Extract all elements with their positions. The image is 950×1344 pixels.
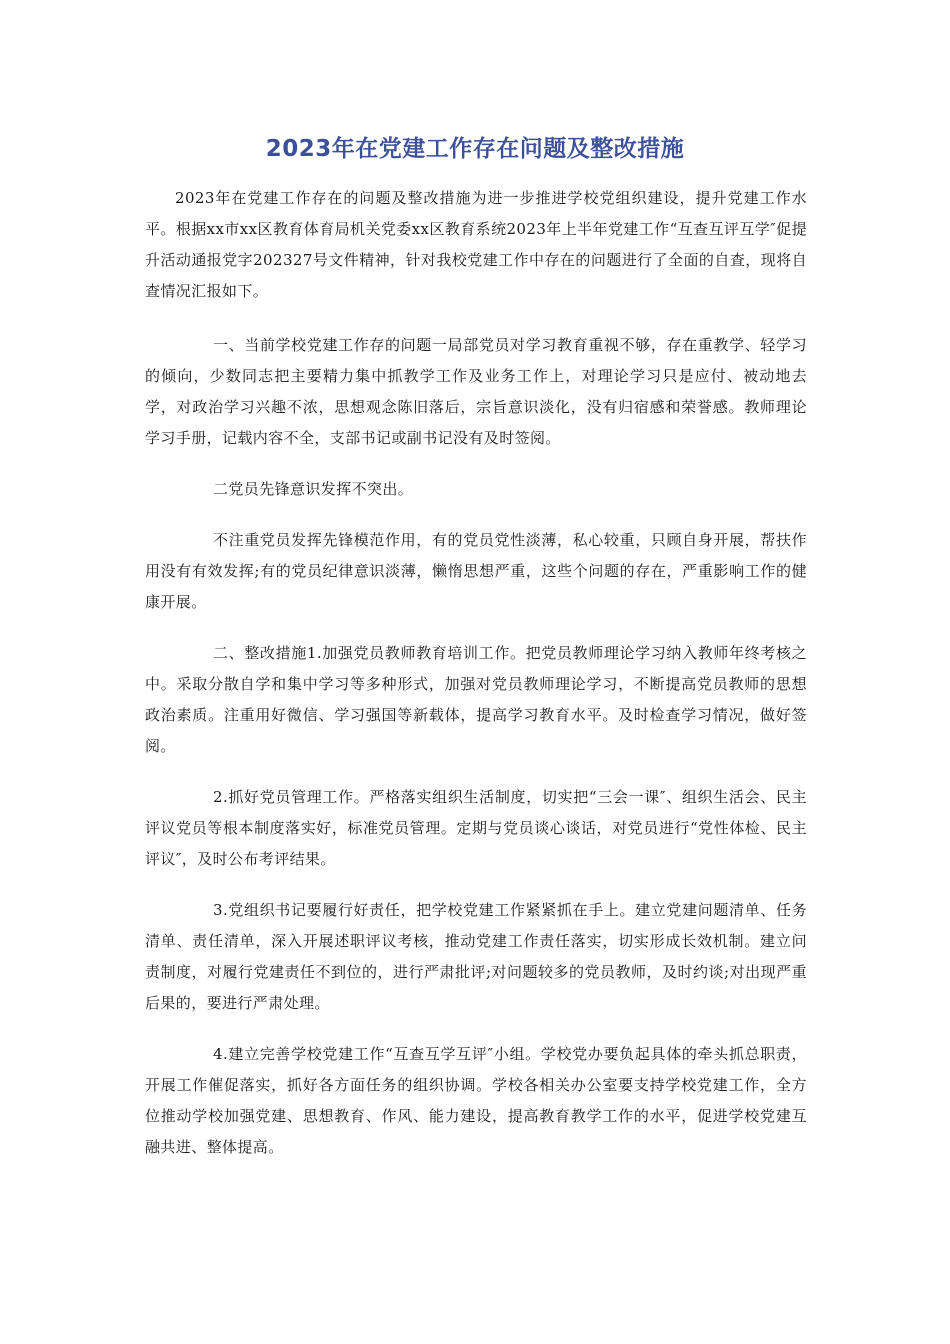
paragraph-measures-1: 二、整改措施1.加强党员教师教育培训工作。把党员教师理论学习纳入教师年终考核之中。采取分散自学和集中学习等多种形式，加强对党员教师理论学习，不断提高党员教师的思想政治素质。注重用好微信、学习强国等新载体，提高学习教育水平。及时检查学习情况，做好签阅。 bbox=[145, 644, 807, 755]
paragraph-subheading: 二党员先锋意识发挥不突出。 bbox=[213, 480, 414, 498]
paragraph-vanguard: 不注重党员发挥先锋模范作用，有的党员党性淡薄，私心较重，只顾自身开展，帮扶作用没有有效发挥;有的党员纪律意识淡薄，懒惰思想严重，这些个问题的存在，严重影响工作的健康开展。 bbox=[145, 531, 807, 611]
paragraph-problems: 一、当前学校党建工作存的问题一局部党员对学习教育重视不够，存在重教学、轻学习的倾向，少数同志把主要精力集中抓教学工作及业务工作上，对理论学习只是应付、被动地去学，对政治学习兴趣不浓，思想观念陈旧落后，宗旨意识淡化，没有归宿感和荣誉感。教师理论学习手册，记载内容不全，支部书记或副书记没有及时签阅。 bbox=[145, 336, 807, 447]
paragraph-measures-2: 2.抓好党员管理工作。严格落实组织生活制度，切实把“三会一课″、组织生活会、民主评议党员等根本制度落实好，标准党员管理。定期与党员谈心谈话，对党员进行“党性体检、民主评议″，及时公布考评结果。 bbox=[145, 788, 807, 868]
paragraph-measures-3: 3.党组织书记要履行好责任，把学校党建工作紧紧抓在手上。建立党建问题清单、任务清单、责任清单，深入开展述职评议考核，推动党建工作责任落实，切实形成长效机制。建立问责制度，对履行党建责任不到位的，进行严肃批评;对问题较多的党员教师，及时约谈;对出现严重后果的，要进行严肃处理。 bbox=[145, 901, 807, 1012]
paragraph-measures-4: 4.建立完善学校党建工作“互查互学互评″小组。学校党办要负起具体的牵头抓总职责，开展工作催促落实，抓好各方面任务的组织协调。学校各相关办公室要支持学校党建工作，全方位推动学校加强党建、思想教育、作风、能力建设，提高教育教学工作的水平，促进学校党建互融共进、整体提高。 bbox=[145, 1045, 807, 1156]
document-body bbox=[145, 183, 807, 1183]
document-title: 2023年在党建工作存在问题及整改措施 bbox=[265, 136, 685, 162]
paragraph-intro: 2023年在党建工作存在的问题及整改措施为进一步推进学校党组织建设，提升党建工作水平。根据xx市xx区教育体育局机关党委xx区教育系统2023年上半年党建工作“互查互评互学″促提升活动通报党字202327号文件精神，针对我校党建工作中存在的问题进行了全面的自查，现将自查情况汇报如下。 bbox=[145, 189, 807, 300]
